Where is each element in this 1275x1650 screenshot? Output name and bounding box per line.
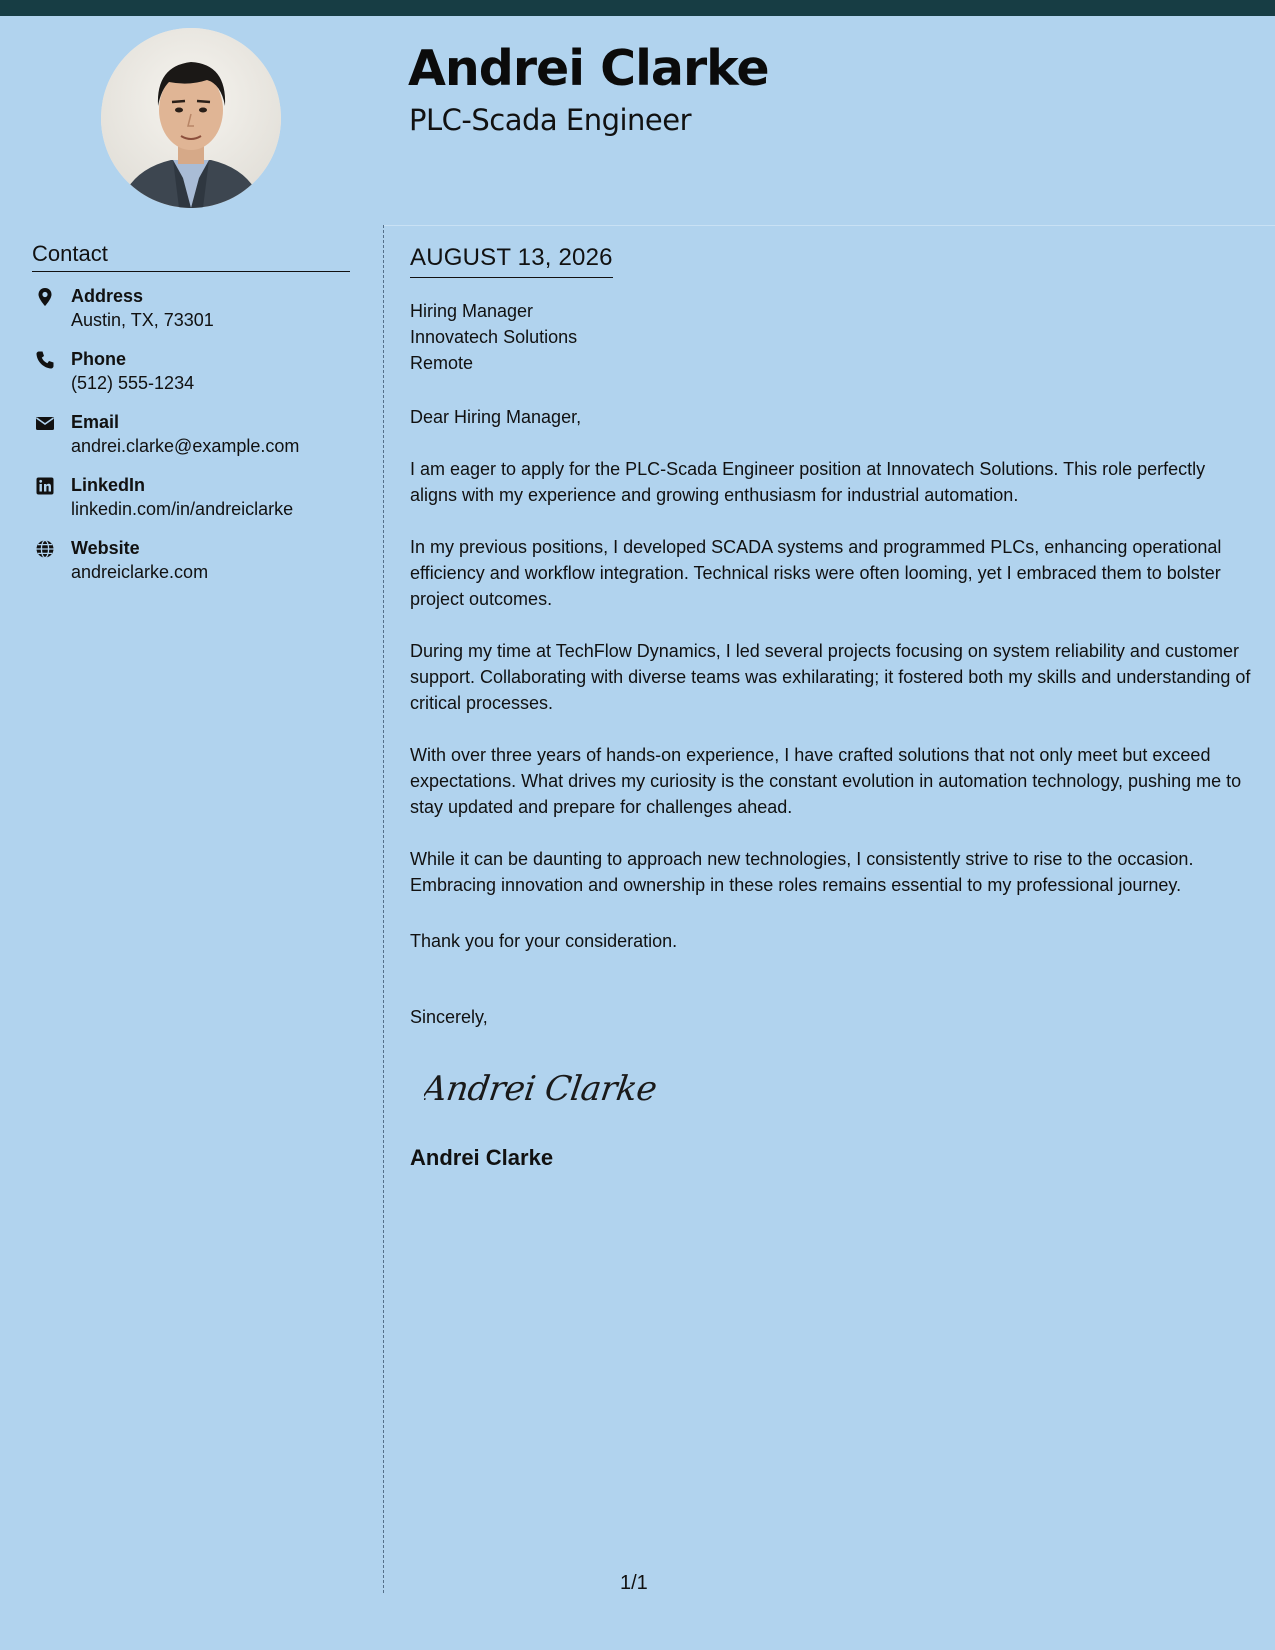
envelope-icon	[35, 413, 55, 433]
contact-item-email	[32, 412, 362, 475]
contact-label: LinkedIn	[71, 475, 146, 495]
contact-heading: Contact	[32, 241, 350, 272]
map-pin-icon	[35, 287, 55, 307]
body-paragraph: During my time at TechFlow Dynamics, I led several projects focusing on system reliability and customer support. Collaborating with diverse teams was exhilarating; it fostered both my skills and understanding of critical processes.	[410, 641, 1251, 713]
globe-icon	[35, 539, 55, 559]
closing-line: Thank you for your consideration.	[410, 931, 678, 951]
body-paragraph: I am eager to apply for the PLC-Scada Engineer position at Innovatech Solutions. This role perfectly aligns with my experience and growing enthusiasm for industrial automation.	[410, 459, 1206, 505]
top-accent-bar	[0, 0, 1275, 16]
header-divider	[384, 225, 1275, 226]
contact-label: Address	[71, 286, 144, 306]
column-divider	[383, 225, 384, 1593]
contact-label: Website	[71, 538, 140, 558]
recipient-line: Innovatech Solutions	[410, 327, 578, 347]
profile-photo	[101, 28, 281, 208]
contact-list	[32, 286, 362, 601]
contact-item-address	[32, 286, 362, 349]
contact-label: Email	[71, 412, 120, 432]
body-paragraph: While it can be daunting to approach new technologies, I consistently strive to rise to the occasion. Embracing innovation and ownership in these roles remains essential to my professional journey.	[410, 849, 1194, 895]
applicant-name: Andrei Clarke	[408, 40, 769, 97]
body-paragraph: With over three years of hands-on experience, I have crafted solutions that not only meet but exceed expectations. What drives my curiosity is the constant evolution in automation technology, pushing me to stay updated and prepare for challenges ahead.	[410, 745, 1242, 817]
contact-label: Phone	[71, 349, 127, 369]
body-paragraph: In my previous positions, I developed SCADA systems and programmed PLCs, enhancing operational efficiency and workflow integration. Technical risks were often looming, yet I embraced them to bolster project outcomes.	[410, 537, 1222, 609]
recipient-line: Remote	[410, 353, 474, 373]
sign-off: Sincerely,	[410, 1007, 488, 1027]
signature-script: Andrei Clarke	[424, 1069, 660, 1109]
contact-item-linkedin	[32, 475, 362, 538]
letter-date: AUGUST 13, 2026	[410, 244, 613, 278]
applicant-job-title: PLC-Scada Engineer	[409, 103, 692, 137]
contact-value[interactable]: andrei.clarke@example.com	[71, 436, 300, 456]
contact-value[interactable]: linkedin.com/in/andreiclarke	[71, 499, 294, 519]
letter-body	[410, 244, 1255, 1171]
handwritten-signature	[424, 1064, 1255, 1115]
signed-name: Andrei Clarke	[410, 1145, 554, 1170]
recipient-block	[410, 298, 1255, 376]
contact-item-phone	[32, 349, 362, 412]
phone-icon	[35, 350, 55, 370]
linkedin-icon	[35, 476, 55, 496]
contact-value[interactable]: andreiclarke.com	[71, 562, 209, 582]
recipient-line: Hiring Manager	[410, 301, 534, 321]
contact-value: Austin, TX, 73301	[71, 310, 214, 330]
contact-item-website	[32, 538, 362, 601]
contact-value: (512) 555-1234	[71, 373, 195, 393]
page-number: 1/1	[620, 1572, 648, 1594]
salutation: Dear Hiring Manager,	[410, 407, 582, 427]
